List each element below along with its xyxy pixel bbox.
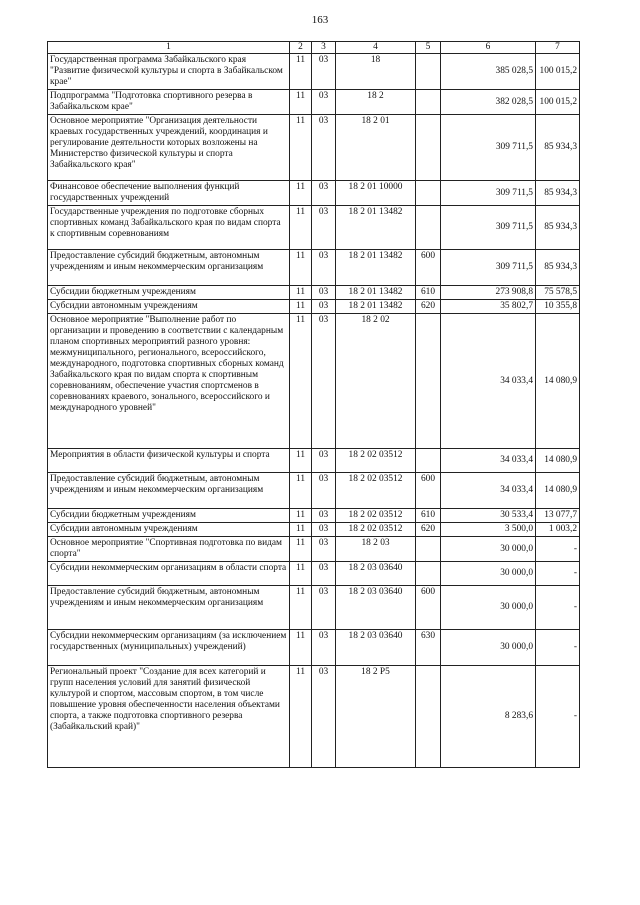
expense-type-code: 600	[416, 586, 441, 630]
table-row	[48, 537, 580, 562]
section-code: 11	[290, 250, 312, 286]
table-row	[48, 90, 580, 115]
header-cell: 3	[312, 42, 336, 54]
item-name: Основное мероприятие "Спортивная подготовка по видам спорта"	[48, 537, 290, 562]
item-name: Субсидии некоммерческим организациям (за исключением государственных (муниципальных) учреждений)	[48, 630, 290, 666]
subsection-code: 03	[312, 509, 336, 523]
table-row	[48, 314, 580, 449]
expense-type-code	[416, 537, 441, 562]
section-code: 11	[290, 666, 312, 768]
amount-col7: 13 077,7	[536, 509, 580, 523]
target-article-code: 18 2 01 13482	[336, 300, 416, 314]
section-code: 11	[290, 286, 312, 300]
amount-col6: 309 711,5	[441, 250, 536, 286]
target-article-code: 18 2 01 13482	[336, 206, 416, 250]
subsection-code: 03	[312, 300, 336, 314]
expense-type-code	[416, 181, 441, 206]
section-code: 11	[290, 562, 312, 586]
expense-type-code: 600	[416, 250, 441, 286]
amount-col7: -	[536, 630, 580, 666]
amount-col7: 75 578,5	[536, 286, 580, 300]
amount-col6: 30 533,4	[441, 509, 536, 523]
item-name: Предоставление субсидий бюджетным, автономным учреждениям и иным некоммерческим организациям	[48, 250, 290, 286]
expense-type-code: 620	[416, 300, 441, 314]
amount-col6: 8 283,6	[441, 666, 536, 768]
table-row	[48, 181, 580, 206]
amount-col6: 309 711,5	[441, 206, 536, 250]
amount-col7: -	[536, 586, 580, 630]
amount-col7: 10 355,8	[536, 300, 580, 314]
amount-col6: 34 033,4	[441, 473, 536, 509]
item-name: Субсидии бюджетным учреждениям	[48, 509, 290, 523]
table-row	[48, 286, 580, 300]
amount-col6: 30 000,0	[441, 562, 536, 586]
subsection-code: 03	[312, 115, 336, 181]
subsection-code: 03	[312, 586, 336, 630]
item-name: Государственная программа Забайкальского края "Развитие физической культуры и спорта в Забайкальском крае"	[48, 54, 290, 90]
table-row	[48, 473, 580, 509]
amount-col7: 1 003,2	[536, 523, 580, 537]
amount-col6: 382 028,5	[441, 90, 536, 115]
item-name: Субсидии автономным учреждениям	[48, 300, 290, 314]
item-name: Основное мероприятие "Организация деятельности краевых государственных учреждений, координация и регулирование деятельности которых возложены на Министерство физической культуры и спорта Забайкальского края"	[48, 115, 290, 181]
section-code: 11	[290, 630, 312, 666]
expense-type-code	[416, 206, 441, 250]
expense-type-code: 610	[416, 286, 441, 300]
amount-col6: 385 028,5	[441, 54, 536, 90]
target-article-code: 18 2 01 10000	[336, 181, 416, 206]
section-code: 11	[290, 523, 312, 537]
amount-col6: 30 000,0	[441, 586, 536, 630]
section-code: 11	[290, 449, 312, 473]
target-article-code: 18 2 01 13482	[336, 250, 416, 286]
target-article-code: 18 2 02 03512	[336, 509, 416, 523]
section-code: 11	[290, 181, 312, 206]
target-article-code: 18 2 03 03640	[336, 586, 416, 630]
table-row	[48, 250, 580, 286]
section-code: 11	[290, 206, 312, 250]
page-number: 163	[311, 14, 329, 26]
amount-col6: 34 033,4	[441, 314, 536, 449]
item-name: Субсидии автономным учреждениям	[48, 523, 290, 537]
amount-col7: 100 015,2	[536, 54, 580, 90]
subsection-code: 03	[312, 181, 336, 206]
item-name: Субсидии бюджетным учреждениям	[48, 286, 290, 300]
subsection-code: 03	[312, 206, 336, 250]
item-name: Субсидии некоммерческим организациям в области спорта	[48, 562, 290, 586]
subsection-code: 03	[312, 666, 336, 768]
table-row	[48, 523, 580, 537]
amount-col7: 14 080,9	[536, 449, 580, 473]
item-name: Региональный проект "Создание для всех категорий и групп населения условий для занятий физической культурой и спортом, массовым спортом, в том числе повышение уровня обеспеченности населения объектами спорта, а также подготовка спортивного резерва (Забайкальский край)"	[48, 666, 290, 768]
subsection-code: 03	[312, 562, 336, 586]
target-article-code: 18 2 03 03640	[336, 630, 416, 666]
target-article-code: 18 2 02 03512	[336, 473, 416, 509]
subsection-code: 03	[312, 523, 336, 537]
table-row	[48, 630, 580, 666]
amount-col7: 85 934,3	[536, 181, 580, 206]
target-article-code: 18 2 P5	[336, 666, 416, 768]
amount-col7: -	[536, 562, 580, 586]
subsection-code: 03	[312, 250, 336, 286]
amount-col7: 85 934,3	[536, 250, 580, 286]
amount-col6: 30 000,0	[441, 537, 536, 562]
amount-col7: -	[536, 666, 580, 768]
subsection-code: 03	[312, 314, 336, 449]
amount-col7: 14 080,9	[536, 473, 580, 509]
section-code: 11	[290, 90, 312, 115]
expense-type-code: 630	[416, 630, 441, 666]
section-code: 11	[290, 473, 312, 509]
table-row	[48, 586, 580, 630]
subsection-code: 03	[312, 537, 336, 562]
table-row	[48, 206, 580, 250]
item-name: Предоставление субсидий бюджетным, автономным учреждениям и иным некоммерческим организациям	[48, 473, 290, 509]
budget-table	[47, 41, 580, 768]
item-name: Государственные учреждения по подготовке сборных спортивных команд Забайкальского края по видам спорта к спортивным соревнованиям	[48, 206, 290, 250]
section-code: 11	[290, 586, 312, 630]
item-name: Мероприятия в области физической культуры и спорта	[48, 449, 290, 473]
amount-col7: 100 015,2	[536, 90, 580, 115]
subsection-code: 03	[312, 449, 336, 473]
target-article-code: 18 2 03	[336, 537, 416, 562]
table-body	[48, 54, 580, 768]
expense-type-code	[416, 449, 441, 473]
table-row	[48, 54, 580, 90]
expense-type-code: 620	[416, 523, 441, 537]
target-article-code: 18 2 01 13482	[336, 286, 416, 300]
expense-type-code: 600	[416, 473, 441, 509]
subsection-code: 03	[312, 90, 336, 115]
amount-col7: 85 934,3	[536, 115, 580, 181]
table-row	[48, 666, 580, 768]
section-code: 11	[290, 300, 312, 314]
table-row	[48, 300, 580, 314]
item-name: Финансовое обеспечение выполнения функций государственных учреждений	[48, 181, 290, 206]
header-cell: 5	[416, 42, 441, 54]
subsection-code: 03	[312, 286, 336, 300]
target-article-code: 18	[336, 54, 416, 90]
section-code: 11	[290, 54, 312, 90]
section-code: 11	[290, 115, 312, 181]
amount-col7: 85 934,3	[536, 206, 580, 250]
target-article-code: 18 2 02 03512	[336, 523, 416, 537]
amount-col6: 309 711,5	[441, 115, 536, 181]
expense-type-code	[416, 115, 441, 181]
amount-col6: 273 908,8	[441, 286, 536, 300]
table-row	[48, 115, 580, 181]
header-cell: 7	[536, 42, 580, 54]
amount-col6: 34 033,4	[441, 449, 536, 473]
amount-col7: -	[536, 537, 580, 562]
section-code: 11	[290, 509, 312, 523]
section-code: 11	[290, 314, 312, 449]
target-article-code: 18 2 03 03640	[336, 562, 416, 586]
subsection-code: 03	[312, 54, 336, 90]
amount-col6: 3 500,0	[441, 523, 536, 537]
expense-type-code	[416, 562, 441, 586]
table-header-row	[48, 42, 580, 54]
target-article-code: 18 2	[336, 90, 416, 115]
table-row	[48, 449, 580, 473]
expense-type-code	[416, 666, 441, 768]
expense-type-code	[416, 54, 441, 90]
subsection-code: 03	[312, 630, 336, 666]
amount-col7: 14 080,9	[536, 314, 580, 449]
header-cell: 2	[290, 42, 312, 54]
expense-type-code: 610	[416, 509, 441, 523]
item-name: Основное мероприятие "Выполнение работ по организации и проведению в соответствии с календарным планом спортивных мероприятий разного уровня: межмуниципального, регионального, всероссийского, международного, подготовка спортивных сборных команд Забайкальского края по видам спорта к спортивным соревнованиям, обеспечение участия спортсменов в соревнованиях краевого, зонального, всероссийского и международного уровней"	[48, 314, 290, 449]
amount-col6: 30 000,0	[441, 630, 536, 666]
section-code: 11	[290, 537, 312, 562]
header-cell: 1	[48, 42, 290, 54]
table-row	[48, 509, 580, 523]
expense-type-code	[416, 90, 441, 115]
table-row	[48, 562, 580, 586]
target-article-code: 18 2 02	[336, 314, 416, 449]
amount-col6: 309 711,5	[441, 181, 536, 206]
header-cell: 6	[441, 42, 536, 54]
target-article-code: 18 2 01	[336, 115, 416, 181]
target-article-code: 18 2 02 03512	[336, 449, 416, 473]
item-name: Подпрограмма "Подготовка спортивного резерва в Забайкальском крае"	[48, 90, 290, 115]
item-name: Предоставление субсидий бюджетным, автономным учреждениям и иным некоммерческим организациям	[48, 586, 290, 630]
expense-type-code	[416, 314, 441, 449]
header-cell: 4	[336, 42, 416, 54]
subsection-code: 03	[312, 473, 336, 509]
amount-col6: 35 802,7	[441, 300, 536, 314]
